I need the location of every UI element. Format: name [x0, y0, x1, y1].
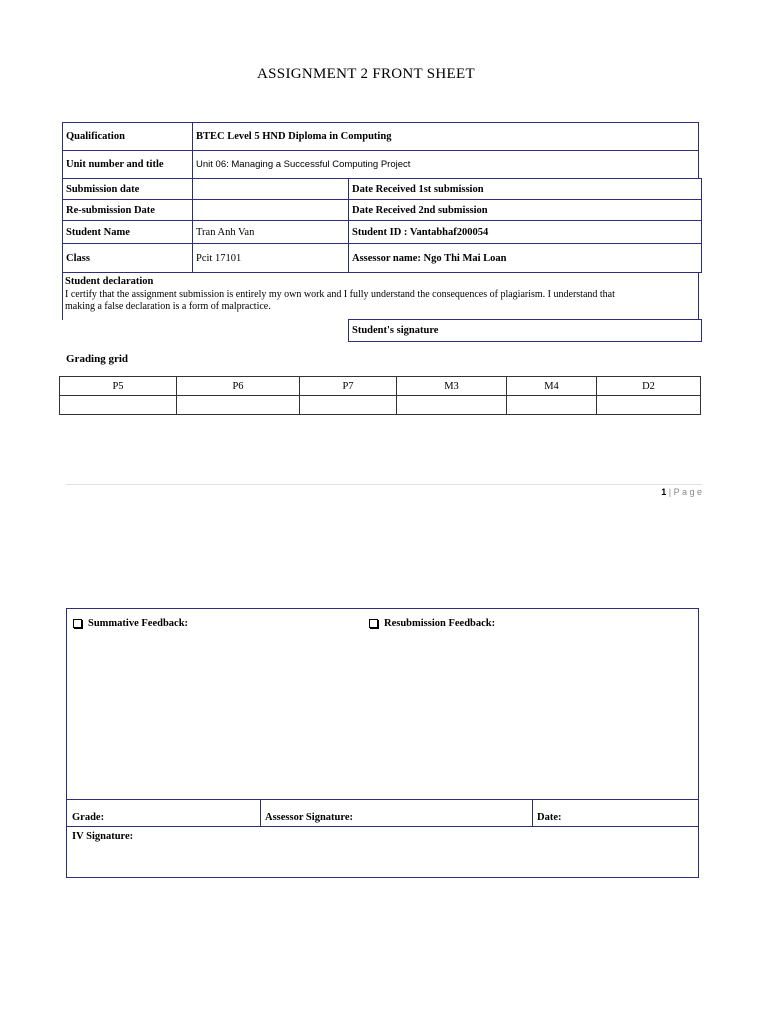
grade-label: Grade: — [72, 812, 105, 823]
feedback-divider-bottom — [67, 826, 698, 827]
date-received-2-label: Date Received 2nd submission — [348, 199, 702, 221]
page-title: ASSIGNMENT 2 FRONT SHEET — [257, 66, 475, 82]
grade-cell-m4 — [507, 396, 597, 415]
grade-cell-d2 — [597, 396, 701, 415]
grade-header-m4: M4 — [507, 377, 597, 396]
checkbox-icon[interactable] — [73, 619, 82, 628]
resubmission-date-label: Re-submission Date — [62, 199, 193, 221]
submission-date-label: Submission date — [62, 178, 193, 200]
page-word: | P a g e — [666, 487, 702, 497]
declaration-text-line2: making a false declaration is a form of malpractice. — [65, 301, 271, 312]
class-value: Pcit 17101 — [192, 243, 349, 273]
grading-header-row — [60, 377, 701, 396]
date-label: Date: — [537, 812, 562, 823]
grading-value-row — [60, 396, 701, 415]
class-label: Class — [62, 243, 193, 273]
student-name-label: Student Name — [62, 220, 193, 244]
page-divider — [66, 484, 702, 485]
unit-label: Unit number and title — [62, 150, 193, 179]
grade-header-p6: P6 — [177, 377, 300, 396]
declaration-text-line1: I certify that the assignment submission is entirely my own work and I fully understand the consequences of plagiarism. I understand that — [65, 288, 615, 300]
grade-header-p5: P5 — [60, 377, 177, 396]
resubmission-date-field — [192, 199, 349, 221]
grade-header-m3: M3 — [397, 377, 507, 396]
resubmission-feedback-label: Resubmission Feedback: — [384, 618, 496, 629]
student-id-label: Student ID : Vantabhaf200054 — [348, 220, 702, 244]
declaration-heading: Student declaration — [65, 276, 154, 287]
page-number-value: 1 — [661, 487, 667, 497]
summative-feedback-label: Summative Feedback: — [88, 618, 189, 629]
date-received-1-label: Date Received 1st submission — [348, 178, 702, 200]
grade-cell-p5 — [60, 396, 177, 415]
feedback-box — [66, 608, 699, 878]
grading-grid-label: Grading grid — [66, 353, 129, 365]
grade-header-d2: D2 — [597, 377, 701, 396]
grade-cell-p6 — [177, 396, 300, 415]
student-declaration — [62, 272, 699, 320]
grade-cell-m3 — [397, 396, 507, 415]
feedback-divider-top — [67, 799, 698, 800]
grade-header-p7: P7 — [300, 377, 397, 396]
resubmission-feedback-option[interactable] — [369, 618, 495, 629]
feedback-divider-v2 — [532, 799, 533, 826]
assessor-name-label: Assessor name: Ngo Thi Mai Loan — [348, 243, 702, 273]
student-signature-field: Student's signature — [348, 319, 702, 342]
student-name-value: Tran Anh Van — [192, 220, 349, 244]
unit-value: Unit 06: Managing a Successful Computing Project — [192, 150, 699, 179]
submission-date-field — [192, 178, 349, 200]
assessor-signature-label: Assessor Signature: — [265, 812, 353, 823]
grade-cell-p7 — [300, 396, 397, 415]
qualification-label: Qualification — [62, 122, 193, 151]
feedback-divider-v1 — [260, 799, 261, 826]
checkbox-icon[interactable] — [369, 619, 378, 628]
qualification-value: BTEC Level 5 HND Diploma in Computing — [192, 122, 699, 151]
grading-grid — [59, 376, 701, 415]
summative-feedback-option[interactable] — [73, 618, 188, 629]
page-number — [661, 487, 702, 497]
iv-signature-label: IV Signature: — [72, 831, 134, 842]
